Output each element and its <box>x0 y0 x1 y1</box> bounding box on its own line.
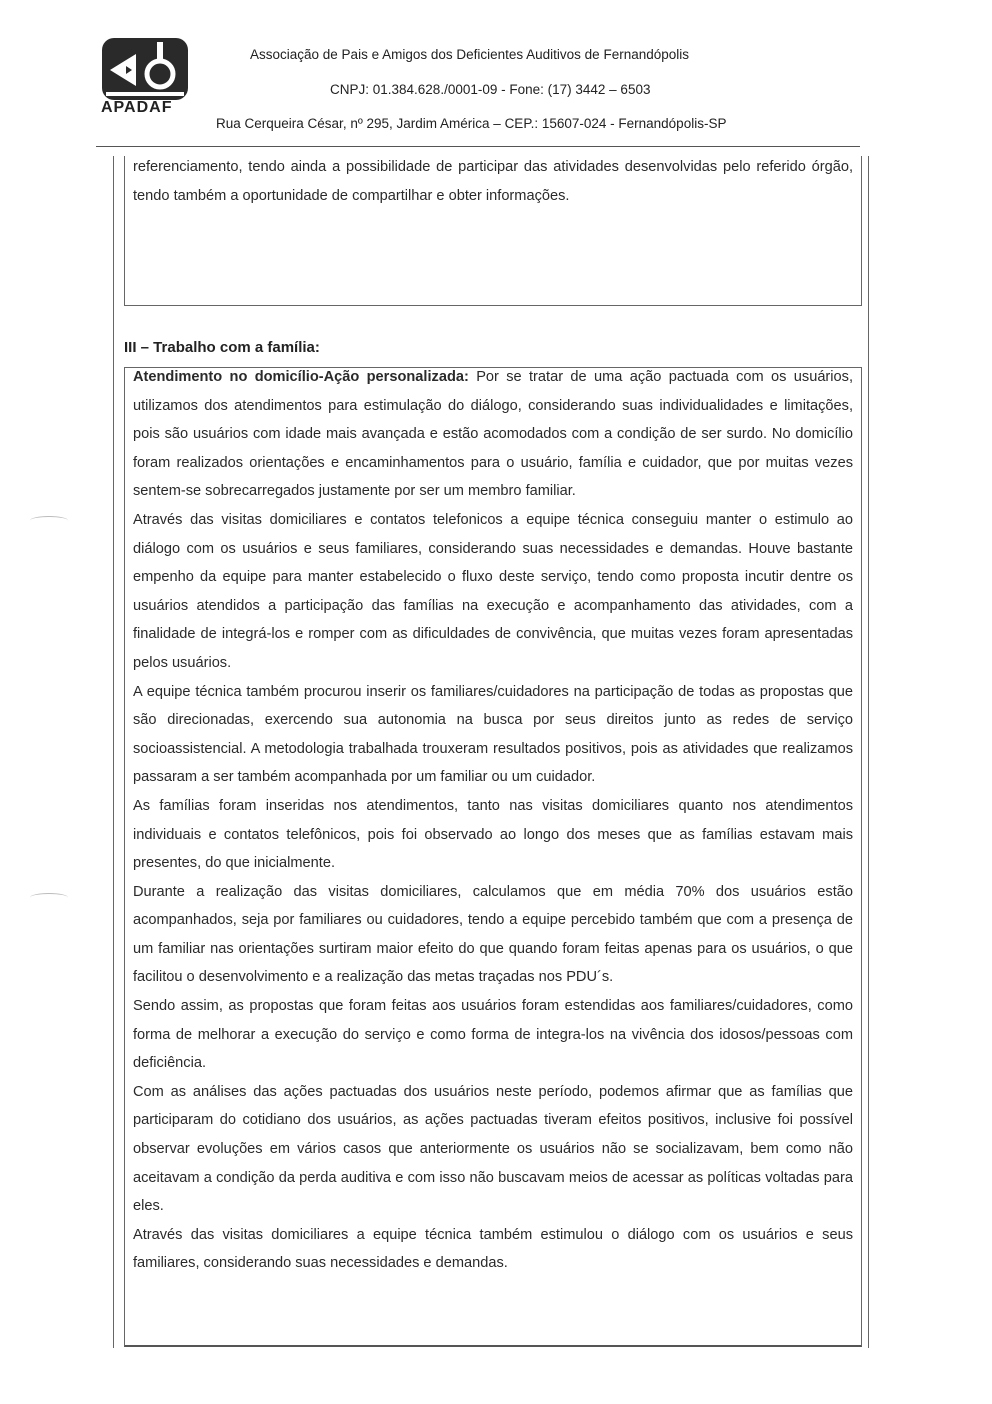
cnpj-phone: CNPJ: 01.384.628./0001-09 - Fone: (17) 3442 – 6503 <box>330 82 651 97</box>
address: Rua Cerqueira César, nº 295, Jardim América – CEP.: 15607-024 - Fernandópolis-SP <box>216 116 727 131</box>
scan-mark <box>30 893 68 902</box>
continuation-text <box>133 153 853 210</box>
paragraph-1-body: Por se tratar de uma ação pactuada com os usuários, utilizamos dos atendimentos para estimulação do diálogo, considerando suas individualidades e limitações, pois são usuários com idade mais avançada e estão acomodados com a condição de ser surdo. No domicílio foram realizados orientações e encaminhamentos para o usuário, família e cuidador, que por muitas vezes sentem-se sobrecarregados justamente por ser um membro familiar. <box>133 369 854 500</box>
paragraph-4: As famílias foram inseridas nos atendimentos, tanto nas visitas domiciliares quanto nos atendimentos individuais e contatos telefônicos, pois foi observado ao longo dos meses que as famílias estavam mais presentes, do que inicialmente. <box>133 797 853 872</box>
logo-text: APADAF <box>101 99 173 116</box>
paragraph-8: Através das visitas domiciliares a equipe técnica também estimulou o diálogo com os usuários e seus familiares, considerando suas necessidades e demandas. <box>133 1226 853 1272</box>
continuation-paragraph: referenciamento, tendo ainda a possibilidade de participar das atividades desenvolvidas pelo referido órgão, tendo também a oportunidade de compartilhar e obter informações. <box>133 159 853 204</box>
outer-frame-right <box>868 156 869 1348</box>
paragraph-7: Com as análises das ações pactuadas dos usuários neste período, podemos afirmar que as famílias que participaram do cotidiano dos usuários, as ações pactuadas tiveram efeitos positivos, inclusive foi possível observar evoluções em vários casos que anteriormente os usuários não se socializavam, bem como não aceitavam a condição da perda auditiva e com isso não buscavam meios de acessar as políticas voltadas para eles. <box>133 1083 853 1215</box>
header-divider <box>96 146 860 147</box>
paragraph-3: A equipe técnica também procurou inserir os familiares/cuidadores na participação de todas as propostas que são direcionadas, exercendo sua autonomia na busca por seus direitos junto as redes de serviço socioassistencial. A metodologia trabalhada trouxeram resultados positivos, pois as atividades que realizamos passaram a ser também acompanhada por um familiar ou um cuidador. <box>133 683 853 786</box>
family-work-text <box>133 363 853 1278</box>
section-title: III – Trabalho com a família: <box>124 339 320 356</box>
paragraph-6: Sendo assim, as propostas que foram feitas aos usuários foram estendidas aos familiares/cuidadores, como forma de melhorar a execução do serviço e como forma de integra-los na vivência dos idosos/pessoas com deficiência. <box>133 998 853 1072</box>
outer-frame-left <box>113 156 114 1348</box>
paragraph-1 <box>133 363 853 506</box>
paragraph-5: Durante a realização das visitas domiciliares, calculamos que em média 70% dos usuários estão acompanhados, seja por familiares ou cuidadores, tendo a equipe percebido também que com a presença de um familiar nas orientações surtiram maior efeito do que quando foram feitas apenas para os usuários, o que facilitou o desenvolvimento e a realização das metas traçadas nos PDU´s. <box>133 883 853 986</box>
scan-mark <box>30 516 68 525</box>
organization-name: Associação de Pais e Amigos dos Deficientes Auditivos de Fernandópolis <box>250 47 690 62</box>
paragraph-2: Através das visitas domiciliares e contatos telefonicos a equipe técnica conseguiu manter o estimulo ao diálogo com os usuários e seus familiares, considerando suas necessidades e demandas. Houve bastante empenho da equipe para manter estabelecido o fluxo deste serviço, tendo como proposta incutir dentre os usuários atendidos a participação das famílias na execução e acompanhamento das atividades, com a finalidade de integrá-los e romper com as dificuldades de convivência, que muitas vezes foram apresentadas pelos usuários. <box>133 511 853 671</box>
lead-heading: Atendimento no domicílio-Ação personalizada: <box>133 369 469 385</box>
